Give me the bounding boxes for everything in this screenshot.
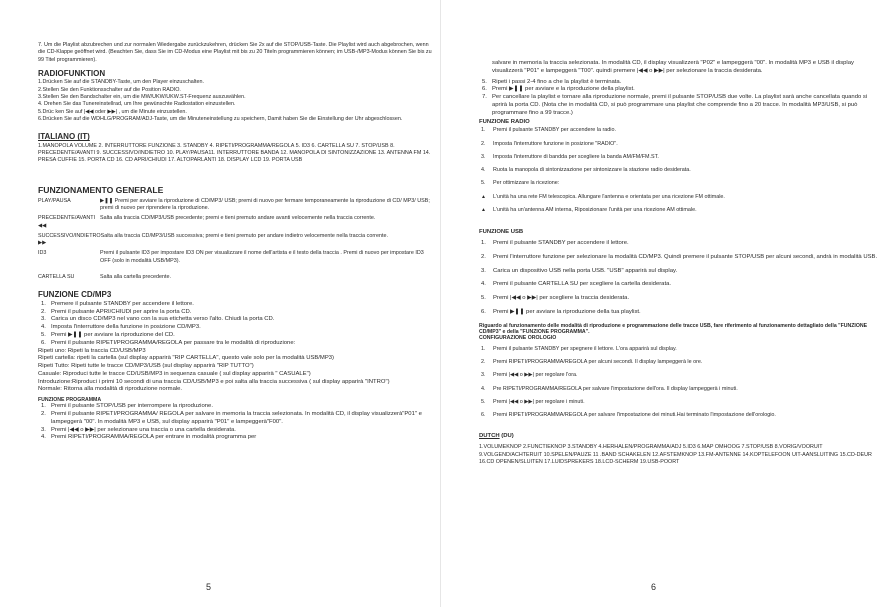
func-row <box>38 233 432 248</box>
bullet-text: L'unità ha un'antenna AM interna, Riposizionare l'unità per una ricezione AM ottimale. <box>493 207 697 214</box>
step-number: 2. <box>41 308 46 315</box>
step-text: Premi il pulsante RIPETI/PROGRAMMA/ REGOLA per salvare in memoria la traccia selezionata. In modalità CD, il display visualizzerà"P01" e lampeggerà "00". In modalità MP3 e USB, sul display apparirà "P01" e lampeggerà"F00". <box>51 411 422 425</box>
step-number: 3. <box>481 153 486 160</box>
step-text: Premi il pulsante APRI/CHIUDI per aprire la porta CD. <box>51 308 192 315</box>
step-text: Premi ▶❚❚ per avviare la riproduzione del CD. <box>51 332 175 338</box>
de-radio-item: 6.Drücken Sie auf die WDHLG/PROGRAM/ADJ-Taste, um die Minuteneinstellung zu speichern, Damit haben Sie die Einstellung der Uhr abgeschlossen. <box>38 115 403 122</box>
step-number: 1. <box>481 345 486 352</box>
de-radio-item: 5.Drüc ken Sie auf |◀◀ oder ▶▶| , um die Minute einzustellen. <box>38 108 187 115</box>
func-table <box>38 198 432 282</box>
repeat-modes <box>38 348 432 395</box>
clock-note: Riguardo al funzionamento delle modalità di riproduzione e programmazione delle tracce USB, fare riferimento al funzionamento dettagliato della "FUNZIONE CD/MP3" e della "FUNZIONE PROGRAMMA". <box>479 322 868 335</box>
step-number: 5. <box>481 398 486 405</box>
radio-bullet <box>479 194 881 201</box>
step-number: 5. <box>41 332 46 338</box>
step-text: Carica un disco CD/MP3 nel vano con la sua etichetta verso l'alto. Chiudi la porta CD. <box>51 316 275 323</box>
step-number: 6. <box>482 86 487 93</box>
step-number: 4. <box>41 324 46 331</box>
step-text: Imposta l'interruttore funzione in posizione "RADIO". <box>493 140 618 147</box>
func-row <box>38 274 432 281</box>
clock-heading: CONFIGURAZIONE OROLOGIO <box>479 334 557 341</box>
clock-step <box>479 412 881 419</box>
step-number: 5. <box>481 180 486 187</box>
step-text: Pre RIPETI/PROGRAMMA/REGOLA per salvare l'impostazione dell'ora. Il display lampeggerà i minuti. <box>493 385 738 392</box>
step-text: Ripeti i passi 2-4 fino a che la playlist è terminata. <box>492 78 622 85</box>
step-text: Premi |◀◀ o ▶▶| per regolare l'ora. <box>493 372 578 379</box>
clock-step <box>479 359 881 366</box>
radio-step <box>479 154 881 161</box>
step-number: 1. <box>481 240 486 247</box>
step-text: Ruota la manopola di sintonizzazione per sintonizzare la stazione radio desiderata. <box>493 167 691 174</box>
cd-heading: FUNZIONE CD/MP3 <box>38 290 112 300</box>
dutch-controls-list: 1.VOLUMEKNOP 2.FUNCTIEKNOP 3.STANDBY 4.HERHALEN/PROGRAMMA/ADJ 5.ID3 6.MAP OMHOOG 7.STOP/USB 8.VORIG/VOORUIT 9.VOLGEND/ACHTERUIT 10.SPELEN/PAUZE 11 .BAND SCHAKELEN 12.AFSTEMKNOP 13.FM-ANTENNE 14.KOPTELEFOON UIT-AANSLUITING 15.CD-DEUR 16.CD OPENEN/SLUITEN 17.LUIDSPREKERS 18.LCD-SCHERM 19.USB-POORT <box>479 444 872 465</box>
step-text: Premi il pulsante CARTELLA SU per scegliere la cartella desiderata. <box>493 281 672 288</box>
prog-step <box>38 403 432 411</box>
radio-step <box>479 180 881 187</box>
page-number: 6 <box>651 582 657 592</box>
cd-step <box>38 309 432 317</box>
func-key: SUCCESSIVO/INDIETRO ▶▶ <box>38 232 101 247</box>
step-number: 2. <box>41 411 46 418</box>
repeat-mode-line: Normale: Ritorna alla modalità di riproduzione normale. <box>38 386 183 393</box>
step-number: 2. <box>481 359 486 366</box>
repeat-mode-line: Ripeti Tutto: Ripeti tutte le tracce CD/MP3/USB (sul display apparirà "RIP TUTTO") <box>38 363 254 370</box>
de-radio-item: 3.Stellen Sie den Bandschalter ein, um die MW/UKW/UKW.ST-Frequenz auszuwählen. <box>38 94 246 101</box>
cd-step <box>38 332 432 340</box>
repeat-mode-line: Casuale: Riproduci tutte le tracce CD/USB/MP3 in sequenza casuale ( sul display apparirà " CASUALE") <box>38 370 311 377</box>
step-text: Premi il pulsante STOP/USB per interrompere la riproduzione. <box>51 403 213 410</box>
step-text: Premere il pulsante STANDBY per accendere il lettore. <box>51 300 194 307</box>
func-heading: FUNZIONAMENTO GENERALE <box>38 184 164 195</box>
usb-heading: FUNZIONE USB <box>479 229 524 236</box>
step-text: Per cancellare la playlist e tornare alla riproduzione normale, premi il pulsante STOP/USB due volte. La playlist sarà anche cancellata quando si aprirà la porta CD. (Nota che in modalità CD, si può programmare una playlist che comprende fino a 20 tracce. In modalità MP3/USB, si può programmare fino a 99 tracce.) <box>492 94 868 116</box>
func-key: CARTELLA SU <box>38 274 75 281</box>
page-number: 5 <box>206 582 212 592</box>
left-column <box>38 42 432 442</box>
usb-step <box>479 254 881 262</box>
step-text: Premi l'interruttore funzione per selezionare la modalità CD/MP3. Quindi premere il pulsante STOP/USB per alcuni secondi, andrà in modalità USB. <box>493 253 878 260</box>
usb-step <box>479 240 881 248</box>
prog-step <box>38 411 432 427</box>
repeat-mode-line: Ripeti cartella: ripeti la cartella (sul display apparirà "RIP CARTELLA", questo vale solo per la modalità USB/MP3) <box>38 355 335 362</box>
prog-continued-text: salvare in memoria la traccia selezionata. In modalità CD, il display visualizzerà "P02" e lampeggerà "00". In modalità MP3 e USB il display visualizzerà "P01" e lampeggerà "T00". quindi premere |◀◀ o ▶▶| per selezionare la traccia desiderata. <box>492 60 854 74</box>
step-text: Per ottimizzare la ricezione: <box>493 180 560 187</box>
step-text: Premi |◀◀ o ▶▶| per selezionare una traccia o una cartella desiderata. <box>51 426 236 433</box>
dutch-heading: DUTCH <box>479 432 500 439</box>
step-number: 4. <box>481 385 486 392</box>
func-key: ID3 <box>38 250 47 257</box>
step-text: Imposta l'interruttore della funzione in posizione CD/MP3. <box>51 324 201 331</box>
radio-bullet <box>479 207 881 214</box>
it-controls-list: 1.MANOPOLA VOLUME 2. INTERRUTTORE FUNZIONE 3. STANDBY 4. RIPETI/PROGRAMMA/REGOLA 5. ID3 6. CARTELLA SU 7. STOP/USB 8. PRECEDENTE/AVANTI 9. SUCCESSIVO/INDIETRO 10. PLAY/PAUSA11. INTERRUTTORE BANDA 12. MANOPOLA DI SINTONIZZAZIONE 13. ANTENNA FM 14. PRESA CUFFIE 15. PORTA CD 16. CD APRI/CHIUDI 17. ALTOPARLANTI 18. DISPLAY LCD 19. PORTA USB <box>38 142 431 164</box>
step-number: 6. <box>481 309 486 316</box>
step-text: Premi ▶❚❚ per avviare e la riproduzione della playlist. <box>492 86 635 93</box>
left-page <box>0 0 441 607</box>
prog-step <box>479 86 881 94</box>
de-radio-heading: RADIOFUNKTION <box>38 68 106 78</box>
step-text: Premi |◀◀ o ▶▶| per scegliere la traccia desiderata. <box>493 295 630 302</box>
step-text: Premi |◀◀ o ▶▶| per regolare i minuti. <box>493 398 585 405</box>
func-desc: Salta alla traccia CD/MP3/USB successiva; premi e tieni premuto per andare indietro velocemente nella traccia corrente. <box>100 232 388 239</box>
step-number: 6. <box>481 412 486 419</box>
step-number: 1. <box>481 127 486 134</box>
radio-step <box>479 167 881 174</box>
cd-step <box>38 301 432 309</box>
step-text: Premi il pulsante RIPETI/PROGRAMMA/REGOLA per passare tra le modalità di riproduzione: <box>51 339 296 346</box>
func-desc: ▶❚❚ Premi per avviare la riproduzione di CD/MP3/ USB; premi di nuovo per fermare temporaneamente la riproduzione di CD/ MP3/ USB; premi di nuovo per riprendere la riproduzione. <box>100 197 430 211</box>
step-text: Carica un dispositivo USB nella porta USB. "USB" apparirà sul display. <box>493 267 678 274</box>
func-key: PLAY/PAUSA <box>38 197 71 204</box>
func-desc: Salta alla cartella precedente. <box>100 274 172 281</box>
usb-step <box>479 268 881 276</box>
clock-step <box>479 399 881 406</box>
step-number: 5. <box>481 295 486 302</box>
step-number: 2. <box>481 253 486 260</box>
step-text: Premi RIPETI/PROGRAMMA/REGOLA per salvare l'impostazione dei minuti.Hai terminato l'impostazione dell'orologio. <box>493 412 776 419</box>
usb-step <box>479 281 881 289</box>
prog-steps-continued <box>479 79 881 118</box>
cd-step <box>38 340 432 348</box>
right-page <box>441 0 893 607</box>
step-text: Premi il pulsante STANDBY per accendere il lettore. <box>493 240 629 247</box>
step-text: Imposta l'interruttore di bandda per scegliere la banda AM/FM/FM.ST. <box>493 153 659 160</box>
step-text: Premi RIPETI/PROGRAMMA/REGOLA per alcuni secondi. Il display lampeggerà le ore. <box>493 359 703 366</box>
de-radio-item: 2.Stellen Sie den Funktionsschalter auf die Position RADIO. <box>38 86 181 93</box>
clock-step <box>479 346 881 353</box>
radio-step <box>479 141 881 148</box>
step-number: 1. <box>41 300 46 307</box>
step-text: Premi RIPETI/PROGRAMMA/REGOLA per entrare in modalità programma per <box>51 434 257 441</box>
triangle-bullet-icon: ▲ <box>481 207 486 214</box>
step-number: 3. <box>481 372 486 379</box>
usb-step <box>479 295 881 303</box>
cd-step <box>38 324 432 332</box>
step-number: 6. <box>41 339 46 346</box>
step-number: 3. <box>41 316 46 323</box>
de-playlist-paragraph: 7. Um die Playlist abzubrechen und zur normalen Wiedergabe zurückzukehren, drücken Sie 2x auf die STOP/USB-Taste. Die Playlist wird auch abgebrochen, wenn die CD-Klappe geöffnet wird. (Beachten Sie, dass Sie im CD-Modus eine Playlist mit bis zu 20 Titeln programmieren können; im USB-/MP3-Modus können Sie bis zu 99 Titel programmieren). <box>38 42 432 63</box>
triangle-bullet-icon: ▲ <box>481 193 486 200</box>
func-row <box>38 215 432 230</box>
right-column <box>479 60 881 466</box>
step-number: 3. <box>481 267 486 274</box>
func-desc: Salta alla traccia CD/MP3/USB precedente; premi e tieni premuto andare avanti velocemente nella traccia corrente. <box>100 215 376 222</box>
prog-step <box>38 427 432 435</box>
prog-heading: FUNZIONE PROGRAMMA <box>38 397 102 404</box>
step-text: Premi il pulsante STANDBY per spegnere il lettore. L'ora apparirà sul display. <box>493 345 677 352</box>
func-key: PRECEDENTE/AVANTI ◀◀ <box>38 215 96 229</box>
radio-steps <box>479 127 881 187</box>
prog-steps <box>38 403 432 442</box>
de-radio-list <box>38 79 432 123</box>
radio-bullets <box>479 194 881 215</box>
step-number: 2. <box>481 140 486 147</box>
clock-steps <box>479 346 881 420</box>
step-text: Premi il pulsante STANDBY per accendere la radio. <box>493 127 616 134</box>
cd-steps <box>38 301 432 348</box>
prog-step <box>38 434 432 442</box>
step-number: 4. <box>41 434 46 441</box>
clock-step <box>479 386 881 393</box>
usb-steps <box>479 240 881 317</box>
func-desc: Premi il pulsante ID3 per impostare ID3 ON per visualizzare il nome dell'artista e il testo della traccia . Premi di nuovo per impostare ID3 OFF (solo in modalità USB/MP3). <box>100 250 424 264</box>
bullet-text: L'unità ha una rete FM telescopica. Allungare l'antenna e orientata per una ricezione FM ottimale. <box>493 193 725 200</box>
prog-step <box>479 94 881 117</box>
radio-step <box>479 127 881 134</box>
de-radio-item: 1.Drücken Sie auf die STANDBY-Taste, um den Player einzuschalten. <box>38 79 204 86</box>
func-row <box>38 198 432 213</box>
it-heading: ITALIANO (IT) <box>38 132 90 142</box>
usb-step <box>479 309 881 317</box>
step-text: Premi ▶❚❚ per avviare la riproduzione della tua playlist. <box>493 309 641 316</box>
radio-heading: FUNZIONE RADIO <box>479 119 530 126</box>
repeat-mode-line: Ripeti uno: Ripeti la traccia CD/USB/MP3 <box>38 347 146 354</box>
repeat-mode-line: Introduzione:Riproduci i primi 10 secondi di una traccia CD/USB/MP3 e poi salta alla traccia successiva ( sul display apparirà "INTRO") <box>38 378 390 385</box>
clock-step <box>479 372 881 379</box>
step-number: 4. <box>481 167 486 174</box>
step-number: 4. <box>481 281 486 288</box>
func-row <box>38 250 432 265</box>
step-number: 5. <box>482 78 487 85</box>
step-number: 3. <box>41 426 46 433</box>
step-number: 7. <box>482 94 487 101</box>
de-radio-item: 4. Drehen Sie das Tunereinstellrad, um Ihre gewünschte Radiostation einzustellen. <box>38 101 236 108</box>
dutch-heading-suffix: (DU) <box>499 432 514 439</box>
step-number: 1. <box>41 403 46 410</box>
cd-step <box>38 316 432 324</box>
